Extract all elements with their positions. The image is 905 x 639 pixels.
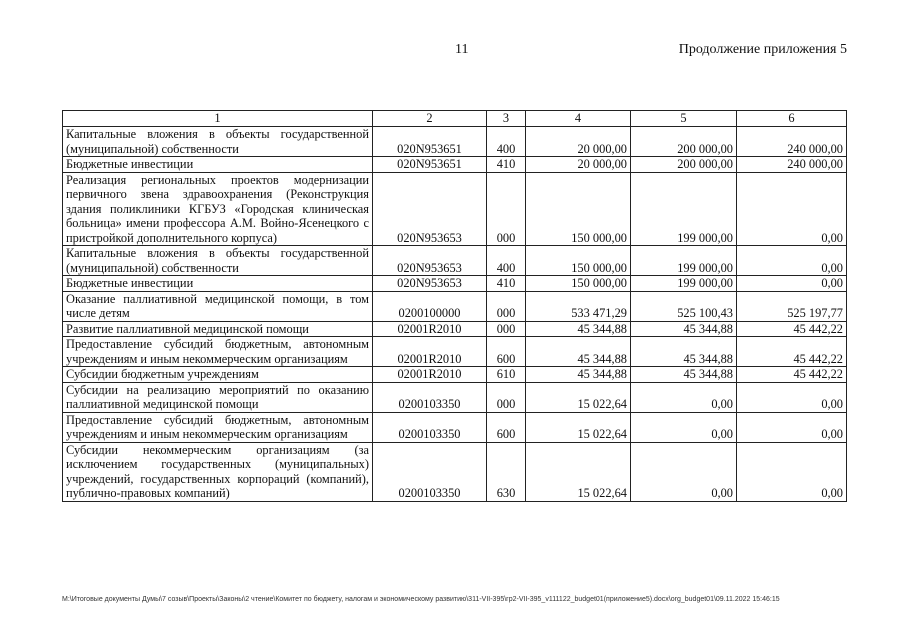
column-header: 1 bbox=[63, 111, 373, 127]
expense-type-code-cell: 410 bbox=[487, 157, 526, 173]
target-article-code-cell: 0200100000 bbox=[373, 291, 487, 321]
amount-cell: 20 000,00 bbox=[526, 157, 631, 173]
column-header: 2 bbox=[373, 111, 487, 127]
target-article-code-cell: 020N953651 bbox=[373, 157, 487, 173]
table-row bbox=[63, 321, 847, 337]
amount-cell: 200 000,00 bbox=[631, 127, 737, 157]
amount-cell: 525 100,43 bbox=[631, 291, 737, 321]
amount-cell: 0,00 bbox=[737, 246, 847, 276]
amount-cell: 15 022,64 bbox=[526, 412, 631, 442]
row-name-cell: Субсидии бюджетным учреждениям bbox=[63, 367, 373, 383]
table-row bbox=[63, 246, 847, 276]
amount-cell: 240 000,00 bbox=[737, 157, 847, 173]
amount-cell: 0,00 bbox=[737, 172, 847, 246]
target-article-code-cell: 02001R2010 bbox=[373, 337, 487, 367]
amount-cell: 150 000,00 bbox=[526, 246, 631, 276]
row-name-cell: Капитальные вложения в объекты государственной (муниципальной) собственности bbox=[63, 127, 373, 157]
amount-cell: 150 000,00 bbox=[526, 172, 631, 246]
row-name-cell: Бюджетные инвестиции bbox=[63, 157, 373, 173]
target-article-code-cell: 020N953651 bbox=[373, 127, 487, 157]
budget-table-body bbox=[63, 111, 847, 502]
amount-cell: 45 442,22 bbox=[737, 337, 847, 367]
table-row bbox=[63, 291, 847, 321]
column-header: 6 bbox=[737, 111, 847, 127]
table-row bbox=[63, 337, 847, 367]
amount-cell: 533 471,29 bbox=[526, 291, 631, 321]
amount-cell: 0,00 bbox=[737, 276, 847, 292]
appendix-continuation-label: Продолжение приложения 5 bbox=[678, 42, 847, 57]
target-article-code-cell: 02001R2010 bbox=[373, 321, 487, 337]
table-row bbox=[63, 276, 847, 292]
expense-type-code-cell: 600 bbox=[487, 337, 526, 367]
target-article-code-cell: 020N953653 bbox=[373, 246, 487, 276]
amount-cell: 525 197,77 bbox=[737, 291, 847, 321]
column-header: 5 bbox=[631, 111, 737, 127]
budget-table bbox=[62, 110, 847, 502]
expense-type-code-cell: 600 bbox=[487, 412, 526, 442]
amount-cell: 45 344,88 bbox=[631, 321, 737, 337]
row-name-cell: Субсидии некоммерческим организациям (за исключением государственных (муниципальных) учреждений, государственных корпораций (компаний), публично-правовых компаний) bbox=[63, 442, 373, 501]
amount-cell: 199 000,00 bbox=[631, 172, 737, 246]
expense-type-code-cell: 000 bbox=[487, 321, 526, 337]
amount-cell: 45 344,88 bbox=[526, 367, 631, 383]
amount-cell: 0,00 bbox=[631, 382, 737, 412]
expense-type-code-cell: 400 bbox=[487, 246, 526, 276]
amount-cell: 199 000,00 bbox=[631, 276, 737, 292]
amount-cell: 0,00 bbox=[631, 442, 737, 501]
amount-cell: 45 442,22 bbox=[737, 367, 847, 383]
target-article-code-cell: 0200103350 bbox=[373, 382, 487, 412]
row-name-cell: Предоставление субсидий бюджетным, автономным учреждениям и иным некоммерческим организациям bbox=[63, 412, 373, 442]
page-number: 11 bbox=[455, 42, 469, 57]
target-article-code-cell: 02001R2010 bbox=[373, 367, 487, 383]
amount-cell: 45 344,88 bbox=[526, 337, 631, 367]
target-article-code-cell: 020N953653 bbox=[373, 172, 487, 246]
amount-cell: 199 000,00 bbox=[631, 246, 737, 276]
row-name-cell: Бюджетные инвестиции bbox=[63, 276, 373, 292]
column-number-row bbox=[63, 111, 847, 127]
column-header: 4 bbox=[526, 111, 631, 127]
amount-cell: 200 000,00 bbox=[631, 157, 737, 173]
amount-cell: 20 000,00 bbox=[526, 127, 631, 157]
expense-type-code-cell: 000 bbox=[487, 291, 526, 321]
document-file-path: M:\Итоговые документы Думы\7 созыв\Проекты\Законы\2 чтение\Комитет по бюджету, налогам и экономическому развитию\311-VII-395\гр2-VII-395_v111122_budget01(приложение5).docx\org_budget01\09.11.2022 15:46:15 bbox=[62, 596, 780, 603]
expense-type-code-cell: 000 bbox=[487, 382, 526, 412]
expense-type-code-cell: 630 bbox=[487, 442, 526, 501]
table-row bbox=[63, 367, 847, 383]
target-article-code-cell: 0200103350 bbox=[373, 412, 487, 442]
expense-type-code-cell: 410 bbox=[487, 276, 526, 292]
row-name-cell: Реализация региональных проектов модернизации первичного звена здравоохранения (Реконструкция здания поликлиники КГБУЗ «Городская клиническая больница» имени профессора А.М. Войно-Ясенецкого с пристройкой дополнительного корпуса) bbox=[63, 172, 373, 246]
expense-type-code-cell: 000 bbox=[487, 172, 526, 246]
amount-cell: 15 022,64 bbox=[526, 382, 631, 412]
amount-cell: 15 022,64 bbox=[526, 442, 631, 501]
amount-cell: 45 344,88 bbox=[631, 337, 737, 367]
row-name-cell: Субсидии на реализацию мероприятий по оказанию паллиативной медицинской помощи bbox=[63, 382, 373, 412]
amount-cell: 45 344,88 bbox=[631, 367, 737, 383]
row-name-cell: Оказание паллиативной медицинской помощи, в том числе детям bbox=[63, 291, 373, 321]
amount-cell: 240 000,00 bbox=[737, 127, 847, 157]
expense-type-code-cell: 610 bbox=[487, 367, 526, 383]
table-row bbox=[63, 442, 847, 501]
amount-cell: 45 442,22 bbox=[737, 321, 847, 337]
amount-cell: 0,00 bbox=[737, 412, 847, 442]
table-row bbox=[63, 172, 847, 246]
target-article-code-cell: 020N953653 bbox=[373, 276, 487, 292]
table-row bbox=[63, 127, 847, 157]
row-name-cell: Предоставление субсидий бюджетным, автономным учреждениям и иным некоммерческим организациям bbox=[63, 337, 373, 367]
amount-cell: 0,00 bbox=[737, 442, 847, 501]
amount-cell: 150 000,00 bbox=[526, 276, 631, 292]
row-name-cell: Развитие паллиативной медицинской помощи bbox=[63, 321, 373, 337]
target-article-code-cell: 0200103350 bbox=[373, 442, 487, 501]
expense-type-code-cell: 400 bbox=[487, 127, 526, 157]
table-row bbox=[63, 382, 847, 412]
amount-cell: 0,00 bbox=[631, 412, 737, 442]
table-row bbox=[63, 412, 847, 442]
table-row bbox=[63, 157, 847, 173]
row-name-cell: Капитальные вложения в объекты государственной (муниципальной) собственности bbox=[63, 246, 373, 276]
amount-cell: 0,00 bbox=[737, 382, 847, 412]
amount-cell: 45 344,88 bbox=[526, 321, 631, 337]
column-header: 3 bbox=[487, 111, 526, 127]
